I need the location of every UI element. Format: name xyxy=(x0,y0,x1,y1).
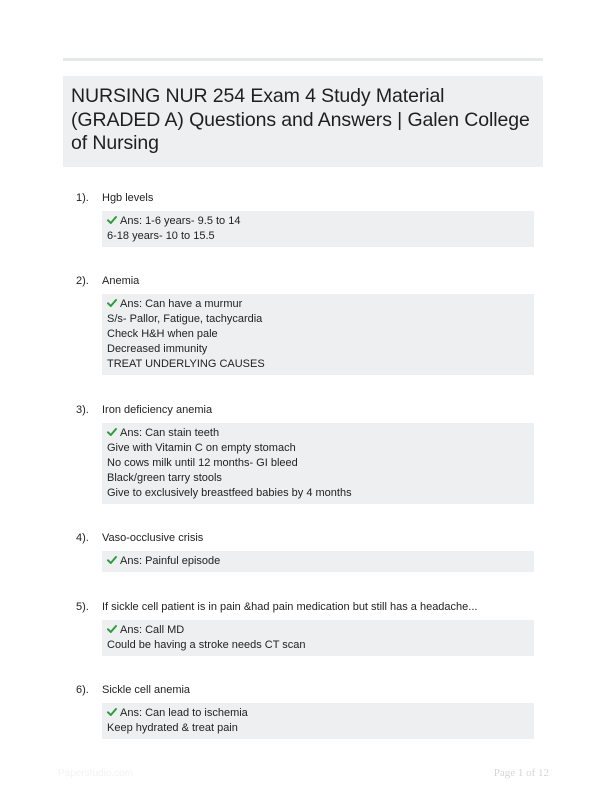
answer-text: Ans: Can lead to ischemia xyxy=(120,707,248,719)
question-text: Anemia xyxy=(102,275,140,287)
check-icon xyxy=(107,298,117,308)
question-number: 5). xyxy=(76,601,89,613)
answer-text: Give to exclusively breastfeed babies by 4 months xyxy=(107,487,352,499)
page-number: Page 1 of 12 xyxy=(493,767,549,779)
answer-text: Black/green tarry stools xyxy=(107,472,222,484)
answer-box xyxy=(102,703,534,739)
answer-box xyxy=(102,551,534,572)
answer-line xyxy=(107,471,529,486)
question-number: 1). xyxy=(76,192,89,204)
answer-text: Decreased immunity xyxy=(107,343,208,355)
answer-text: Ans: Can stain teeth xyxy=(120,427,220,439)
question-text: If sickle cell patient is in pain &had pain medication but still has a headache... xyxy=(102,601,478,613)
question-number: 6). xyxy=(76,684,89,696)
answer-line xyxy=(107,706,529,721)
answer-text: Ans: Call MD xyxy=(120,624,185,636)
answer-text: Could be having a stroke needs CT scan xyxy=(107,639,306,651)
answer-line xyxy=(107,441,529,456)
question-number: 3). xyxy=(76,404,89,416)
check-icon xyxy=(107,555,117,565)
answer-line xyxy=(107,426,529,441)
footer-watermark: Paperstudio.com xyxy=(58,768,134,779)
answer-text: No cows milk until 12 months- GI bleed xyxy=(107,457,298,469)
answer-text: Ans: Painful episode xyxy=(120,555,221,567)
document-title: NURSING NUR 254 Exam 4 Study Material (GRADED A) Questions and Answers | Galen College of Nursing xyxy=(71,85,530,154)
answer-text: Give with Vitamin C on empty stomach xyxy=(107,442,296,454)
answer-box xyxy=(102,294,534,375)
question-text: Iron deficiency anemia xyxy=(102,404,213,416)
question-text: Hgb levels xyxy=(102,192,154,204)
answer-box xyxy=(102,211,534,247)
answer-text: Ans: 1-6 years- 9.5 to 14 xyxy=(120,215,241,227)
answer-box xyxy=(102,620,534,656)
answer-text: Check H&H when pale xyxy=(107,328,218,340)
answer-line xyxy=(107,623,529,638)
answer-line xyxy=(107,297,529,312)
answer-text: Keep hydrated & treat pain xyxy=(107,722,238,734)
question-text: Sickle cell anemia xyxy=(102,684,191,696)
check-icon xyxy=(107,427,117,437)
answer-box xyxy=(102,423,534,504)
question-number: 2). xyxy=(76,275,89,287)
answer-line xyxy=(107,554,529,569)
answer-text: S/s- Pallor, Fatigue, tachycardia xyxy=(107,313,263,325)
check-icon xyxy=(107,624,117,634)
question-number: 4). xyxy=(76,532,89,544)
answer-line xyxy=(107,327,529,342)
answer-line xyxy=(107,721,529,736)
question-text: Vaso-occlusive crisis xyxy=(102,532,204,544)
answer-text: 6-18 years- 10 to 15.5 xyxy=(107,230,215,242)
answer-line xyxy=(107,214,529,229)
check-icon xyxy=(107,215,117,225)
check-icon xyxy=(107,707,117,717)
answer-text: Ans: Can have a murmur xyxy=(120,298,243,310)
answer-line xyxy=(107,312,529,327)
answer-line xyxy=(107,486,529,501)
answer-line xyxy=(107,638,529,653)
answer-text: TREAT UNDERLYING CAUSES xyxy=(107,358,265,370)
answer-line xyxy=(107,229,529,244)
answer-line xyxy=(107,357,529,372)
answer-line xyxy=(107,342,529,357)
answer-line xyxy=(107,456,529,471)
title-banner xyxy=(63,76,543,167)
top-divider xyxy=(63,58,543,61)
